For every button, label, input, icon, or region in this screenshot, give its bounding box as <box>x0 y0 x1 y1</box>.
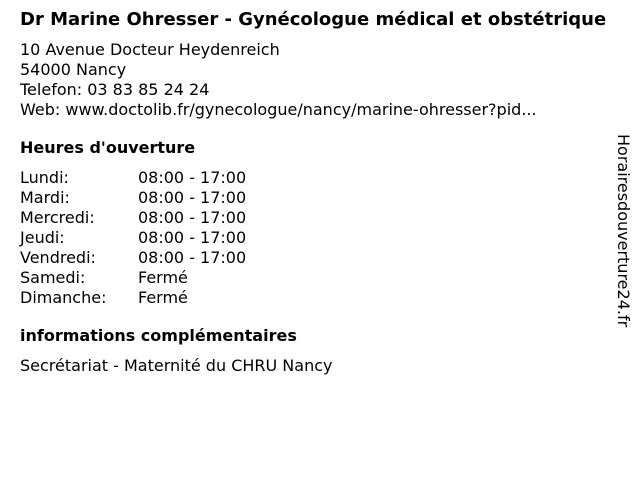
day-label: Jeudi: <box>20 228 65 247</box>
time-value: 08:00 - 17:00 <box>138 168 247 187</box>
hours-row-friday <box>20 248 608 268</box>
hours-row-saturday <box>20 268 608 288</box>
day-label: Mercredi: <box>20 208 95 227</box>
hours-row-tuesday <box>20 188 608 208</box>
time-value: 08:00 - 17:00 <box>138 208 247 227</box>
address-block <box>20 40 608 120</box>
additional-info-text: Secrétariat - Maternité du CHRU Nancy <box>20 356 333 375</box>
time-value: Fermé <box>138 288 188 307</box>
hours-row-thursday <box>20 228 608 248</box>
additional-info-heading: informations complémentaires <box>20 326 297 345</box>
day-label: Dimanche: <box>20 288 107 307</box>
time-value: Fermé <box>138 268 188 287</box>
time-value: 08:00 - 17:00 <box>138 228 247 247</box>
time-value: 08:00 - 17:00 <box>138 188 247 207</box>
phone-number: Telefon: 03 83 85 24 24 <box>20 80 210 99</box>
hours-row-monday <box>20 168 608 188</box>
day-label: Samedi: <box>20 268 86 287</box>
site-watermark: Horairesdouverture24.fr <box>614 134 633 328</box>
time-value: 08:00 - 17:00 <box>138 248 247 267</box>
opening-hours-heading: Heures d'ouverture <box>20 138 196 157</box>
street-address: 10 Avenue Docteur Heydenreich <box>20 40 280 59</box>
business-card <box>20 10 608 376</box>
day-label: Lundi: <box>20 168 69 187</box>
page-title: Dr Marine Ohresser - Gynécologue médical et obstétrique <box>20 9 607 30</box>
day-label: Mardi: <box>20 188 70 207</box>
hours-row-wednesday <box>20 208 608 228</box>
city-address: 54000 Nancy <box>20 60 127 79</box>
hours-row-sunday <box>20 288 608 308</box>
day-label: Vendredi: <box>20 248 96 267</box>
website-link[interactable]: Web: www.doctolib.fr/gynecologue/nancy/marine-ohresser?pid... <box>20 100 537 119</box>
opening-hours-table <box>20 168 608 308</box>
